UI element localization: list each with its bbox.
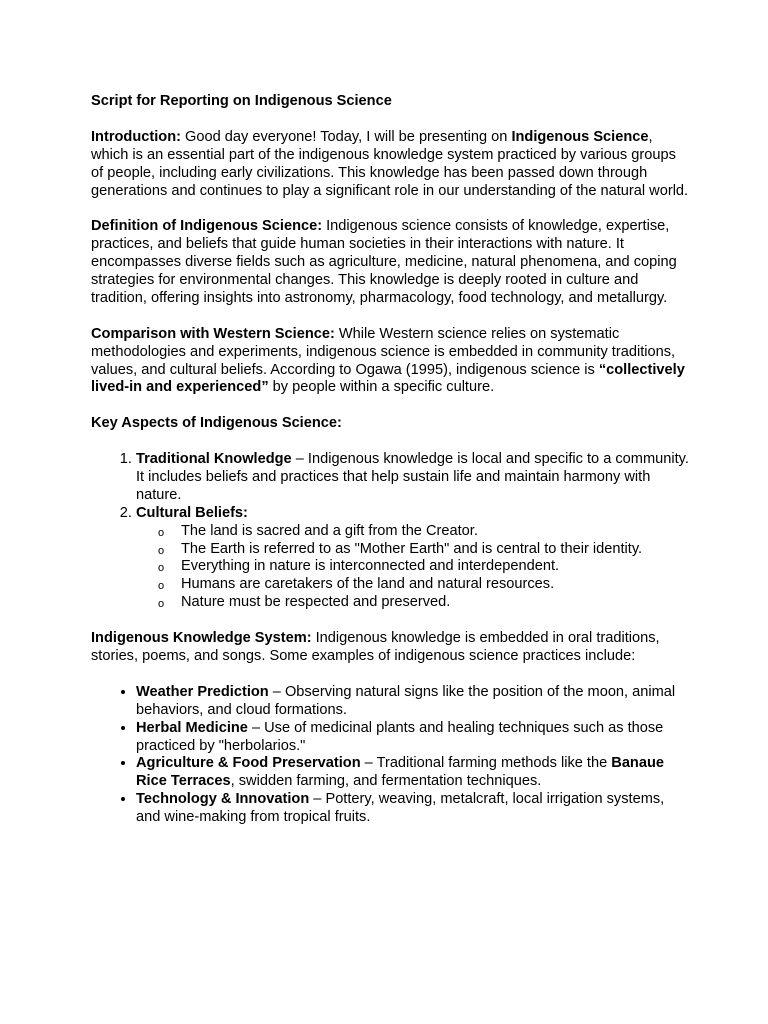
list-item — [136, 451, 691, 505]
list-item — [158, 540, 691, 559]
list-item — [158, 522, 691, 541]
definition-label: Definition of Indigenous Science: — [91, 218, 323, 235]
list-item — [136, 684, 691, 720]
practices-list — [91, 684, 691, 827]
comparison-quote: “collectively lived-in and experienced” — [91, 361, 685, 396]
introduction-paragraph — [91, 129, 691, 201]
belief-text: Humans are caretakers of the land and natural resources. — [181, 576, 555, 593]
list-item — [136, 791, 691, 827]
iks-text: Indigenous knowledge is embedded in oral traditions, stories, poems, and songs. Some examples of indigenous science practices include: — [91, 630, 660, 664]
document-page — [91, 93, 691, 827]
circle-bullet-icon: o — [158, 580, 165, 593]
document-title — [91, 93, 691, 111]
practice-text: – Observing natural signs like the position of the moon, animal behaviors, and cloud formations. — [136, 683, 676, 718]
list-item — [158, 594, 691, 612]
introduction-text-a: Good day everyone! Today, I will be presenting on — [180, 128, 512, 145]
document-title-text: Script for Reporting on Indigenous Science — [91, 93, 392, 109]
practice-text: – Use of medicinal plants and healing techniques such as those practiced by "herbolarios." — [136, 719, 664, 754]
belief-text: The land is sacred and a gift from the Creator. — [181, 522, 478, 539]
belief-text: The Earth is referred to as "Mother Earth" and is central to their identity. — [181, 540, 643, 557]
cultural-beliefs-list — [136, 523, 691, 613]
list-item — [136, 720, 691, 756]
aspect-label: Cultural Beliefs: — [136, 504, 248, 521]
practice-label: Weather Prediction — [136, 683, 269, 700]
list-item — [158, 558, 691, 576]
practice-label: Herbal Medicine — [136, 719, 248, 736]
list-item — [158, 576, 691, 594]
practice-text-2: , swidden farming, and fermentation techniques. — [230, 773, 542, 790]
comparison-label: Comparison with Western Science: — [91, 325, 335, 342]
key-aspects-list — [91, 451, 691, 612]
practice-label: Agriculture & Food Preservation — [136, 755, 361, 772]
belief-text: Everything in nature is interconnected and interdependent. — [181, 558, 560, 575]
iks-label: Indigenous Knowledge System: — [91, 630, 312, 647]
practice-bold-term: Banaue Rice Terraces — [136, 755, 664, 790]
circle-bullet-icon: o — [158, 544, 165, 557]
aspect-label: Traditional Knowledge — [136, 451, 292, 468]
comparison-paragraph — [91, 326, 691, 398]
practice-text: – Traditional farming methods like the — [360, 755, 612, 772]
list-item — [136, 505, 691, 612]
iks-paragraph — [91, 630, 691, 666]
key-aspects-heading — [91, 415, 691, 433]
definition-text: Indigenous science consists of knowledge, expertise, practices, and beliefs that guide human societies in their interactions with nature. It encompasses diverse fields such as agriculture, medicine, natural phenomena, and coping strategies for environmental changes. This knowledge is deeply rooted in culture and tradition, offering insights into astronomy, pharmacology, food technology, and metallurgy. — [91, 218, 677, 306]
circle-bullet-icon: o — [158, 598, 165, 611]
introduction-label: Introduction: — [91, 128, 181, 145]
aspect-text: – Indigenous knowledge is local and specific to a community. It includes beliefs and practices that help sustain life and maintain harmony with nature. — [136, 451, 689, 503]
belief-text: Nature must be respected and preserved. — [181, 594, 451, 611]
comparison-text-b: by people within a specific culture. — [268, 379, 495, 396]
comparison-text-a: While Western science relies on systematic methodologies and experiments, indigenous science is embedded in community traditions, values, and cultural beliefs. According to Ogawa (1995), indigenous science is — [91, 325, 676, 378]
circle-bullet-icon: o — [158, 562, 165, 575]
practice-text: – Pottery, weaving, metalcraft, local irrigation systems, and wine-making from tropical fruits. — [136, 791, 665, 826]
circle-bullet-icon: o — [158, 526, 165, 539]
introduction-bold-term: Indigenous Science — [511, 128, 649, 145]
definition-paragraph — [91, 218, 691, 308]
list-item — [136, 755, 691, 791]
introduction-text-b: , which is an essential part of the indigenous knowledge system practiced by various groups of people, including early civilizations. This knowledge has been passed down through generations and continues to play a significant role in our understanding of the natural world. — [91, 128, 689, 199]
practice-label: Technology & Innovation — [136, 791, 310, 808]
key-aspects-heading-text: Key Aspects of Indigenous Science: — [91, 415, 342, 432]
